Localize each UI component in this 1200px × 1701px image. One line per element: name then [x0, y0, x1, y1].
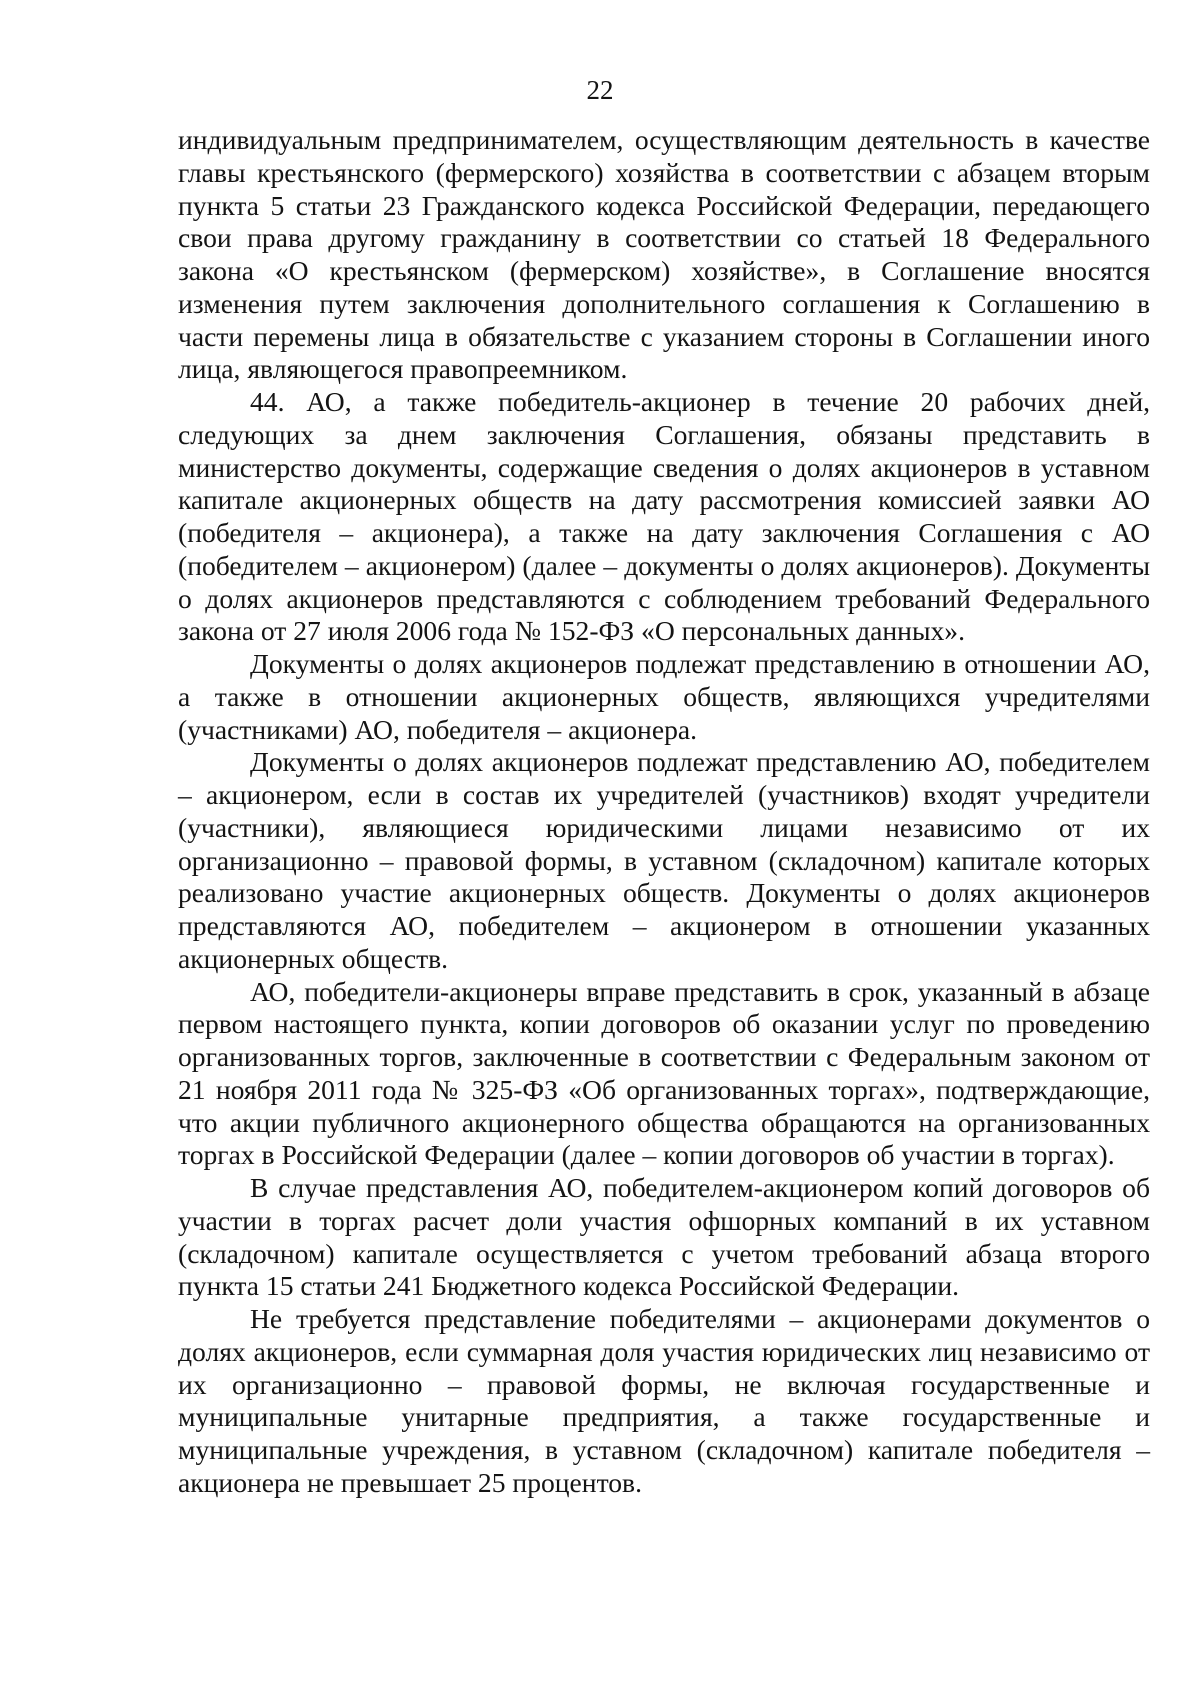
- paragraph: Документы о долях акционеров подлежат представлению АО, победителем – акционером, если в состав их учредителей (участников) входят учредители (участники), являющиеся юридическими лицами независимо от их организационно – правовой формы, в уставном (складочном) капитале которых реализовано участие акционерных обществ. Документы о долях акционеров представляются АО, победителем – акционером в отношении указанных акционерных обществ.: [178, 746, 1150, 974]
- page-number: 22: [586, 75, 614, 105]
- paragraph: В случае представления АО, победителем-акционером копий договоров об участии в торгах расчет доли участия офшорных компаний в их уставном (складочном) капитале осуществляется с учетом требований абзаца второго пункта 15 статьи 241 Бюджетного кодекса Российской Федерации.: [178, 1172, 1150, 1302]
- paragraph: Не требуется представление победителями – акционерами документов о долях акционеров, если суммарная доля участия юридических лиц независимо от их организационно – правовой формы, не включая государственные и муниципальные унитарные предприятия, а также государственные и муниципальные учреждения, в уставном (складочном) капитале победителя – акционера не превышает 25 процентов.: [178, 1303, 1150, 1498]
- paragraph: АО, победители-акционеры вправе представить в срок, указанный в абзаце первом настоящего пункта, копии договоров об оказании услуг по проведению организованных торгов, заключенные в соответствии с Федеральным законом от 21 ноября 2011 года № 325-ФЗ «Об организованных торгах», подтверждающие, что акции публичного акционерного общества обращаются на организованных торгах в Российской Федерации (далее – копии договоров об участии в торгах).: [178, 975, 1150, 1171]
- paragraph: Документы о долях акционеров подлежат представлению в отношении АО, а также в отношении акционерных обществ, являющихся учредителями (участниками) АО, победителя – акционера.: [178, 648, 1150, 745]
- paragraph-continuation: индивидуальным предпринимателем, осуществляющим деятельность в качестве главы крестьянского (фермерского) хозяйства в соответствии с абзацем вторым пункта 5 статьи 23 Гражданского кодекса Российской Федерации, передающего свои права другому гражданину в соответствии со статьей 18 Федерального закона «О крестьянском (фермерском) хозяйстве», в Соглашение вносятся изменения путем заключения дополнительного соглашения к Соглашению в части перемены лица в обязательстве с указанием стороны в Соглашении иного лица, являющегося правопреемником.: [178, 124, 1150, 385]
- paragraph-clause-44: 44. АО, а также победитель-акционер в течение 20 рабочих дней, следующих за днем заключения Соглашения, обязаны представить в министерство документы, содержащие сведения о долях акционеров в уставном капитале акционерных обществ на дату рассмотрения комиссией заявки АО (победителя – акционера), а также на дату заключения Соглашения с АО (победителем – акционером) (далее – документы о долях акционеров). Документы о долях акционеров представляются с соблюдением требований Федерального закона от 27 июля 2006 года № 152-ФЗ «О персональных данных».: [178, 386, 1150, 647]
- document-body: [178, 124, 1150, 1500]
